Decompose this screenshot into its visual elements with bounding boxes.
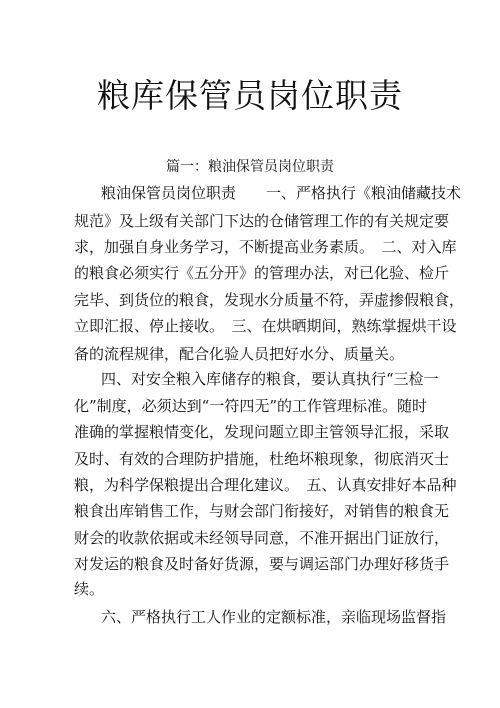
body-line: 粮油保管员岗位职责 一、严格执行《粮油储藏技术 xyxy=(101,184,462,202)
body-line: 的粮食必须实行《五分开》的管理办法，对已化验、检斤 xyxy=(74,264,450,282)
body-line: 备的流程规律，配合化验人员把好水分、质量关。 xyxy=(74,345,405,363)
body-line: 粮食出库销售工作，与财会部门衔接好，对销售的粮食无 xyxy=(74,502,450,520)
body-line: 立即汇报、停止接收。 三、在烘晒期间，熟练掌握烘干设 xyxy=(74,317,457,335)
body-line: 四、对安全粮入库储存的粮食，要认真执行“三检一 xyxy=(101,370,439,388)
body-line: 完毕、到货位的粮食，发现水分质量不符，弄虚掺假粮食， xyxy=(74,291,465,309)
body-line: 六、严格执行工人作业的定额标准，亲临现场监督指 xyxy=(101,608,447,626)
body-line: 粮，为科学保粮提出合理化建议。 五、认真安排好本品种 xyxy=(74,476,457,494)
document-title: 粮库保管员岗位职责 xyxy=(97,76,403,115)
body-line: 求，加强自身业务学习，不断提高业务素质。 二、对入库 xyxy=(74,238,457,256)
body-line: 化”制度，必须达到“一符四无”的工作管理标准。随时 xyxy=(74,397,428,415)
body-line: 及时、有效的合理防护措施，杜绝坏粮现象，彻底消灭士 xyxy=(74,450,450,468)
body-line: 续。 xyxy=(74,580,105,598)
section-heading: 篇一：粮油保管员岗位职责 xyxy=(166,159,334,175)
body-line: 准确的掌握粮情变化，发现问题立即主管领导汇报，采取 xyxy=(74,423,450,441)
body-line: 对发运的粮食及时备好货源，要与调运部门办理好移货手 xyxy=(74,555,450,573)
body-line: 规范》及上级有关部门下达的仓储管理工作的有关规定要 xyxy=(74,212,450,230)
body-line: 财会的收款依据或未经领导同意，不准开据出门证放行， xyxy=(74,529,450,547)
